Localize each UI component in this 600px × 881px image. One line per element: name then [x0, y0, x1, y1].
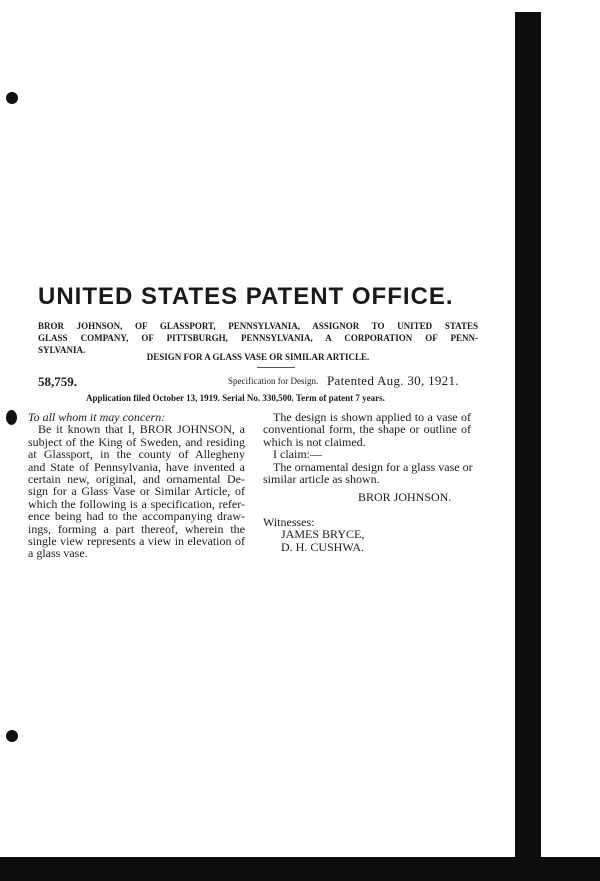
body-line: Be it known that I, BROR JOHNSON, a: [38, 422, 245, 437]
assignor-block: [38, 320, 478, 356]
patented-date: Patented Aug. 30, 1921.: [327, 373, 459, 388]
body-line: conventional form, the shape or outline of: [263, 422, 471, 437]
body-line: ence being had to the accompanying draw-: [28, 509, 245, 524]
body-line: ings, forming a part thereof, wherein the: [28, 521, 245, 536]
punch-hole-bottom: [6, 730, 18, 742]
body-line: subject of the King of Sweden, and residing: [28, 434, 245, 449]
punch-hole-middle: [6, 410, 17, 425]
assignor-line: BROR JOHNSON, OF GLASSPORT, PENNSYLVANIA, ASSIGNOR TO UNITED STATES: [38, 321, 478, 331]
assignor-line: GLASS COMPANY, OF PITTSBURGH, PENNSYLVANIA, A CORPORATION OF PENN-: [38, 333, 478, 343]
specification-label: Specification for Design.: [228, 376, 319, 386]
patent-number: 58,759.: [38, 374, 77, 389]
assignor-line: SYLVANIA.: [38, 345, 86, 355]
body-line: and State of Pennsylvania, have invented a: [28, 459, 245, 474]
body-line: which is not claimed.: [263, 434, 366, 449]
claim-line: similar article as shown.: [263, 472, 380, 487]
body-line: The design is shown applied to a vase of: [273, 410, 471, 424]
claim-label: I claim:—: [273, 447, 322, 462]
body-line: at Glassport, in the county of Allegheny: [28, 447, 245, 462]
punch-hole-top: [6, 92, 18, 104]
scan-border-right: [515, 12, 541, 869]
witnesses-label: Witnesses:: [263, 514, 315, 529]
office-title: UNITED STATES PATENT OFFICE.: [38, 283, 454, 310]
right-column: [263, 411, 471, 553]
body-line: a glass vase.: [28, 546, 88, 561]
witness-name: D. H. CUSHWA.: [281, 539, 365, 554]
inventor-signature: BROR JOHNSON.: [358, 490, 452, 505]
body-line: single view represents a view in elevation of: [28, 534, 245, 549]
body-line: which the following is a specification, refer-: [28, 496, 245, 511]
body-line: sign for a Glass Vase or Similar Article, of: [28, 484, 245, 499]
design-title: DESIGN FOR A GLASS VASE OR SIMILAR ARTICLE.: [146, 352, 370, 362]
body-line: certain new, original, and ornamental De-: [28, 472, 245, 487]
scan-border-bottom: [0, 857, 600, 881]
left-column: [28, 411, 245, 560]
divider-rule: [257, 367, 295, 368]
claim-line: The ornamental design for a glass vase or: [273, 459, 473, 474]
salutation: To all whom it may concern:: [28, 410, 166, 424]
witness-name: JAMES BRYCE,: [281, 527, 365, 542]
application-line: Application filed October 13, 1919. Serial No. 330,500. Term of patent 7 years.: [86, 393, 385, 403]
